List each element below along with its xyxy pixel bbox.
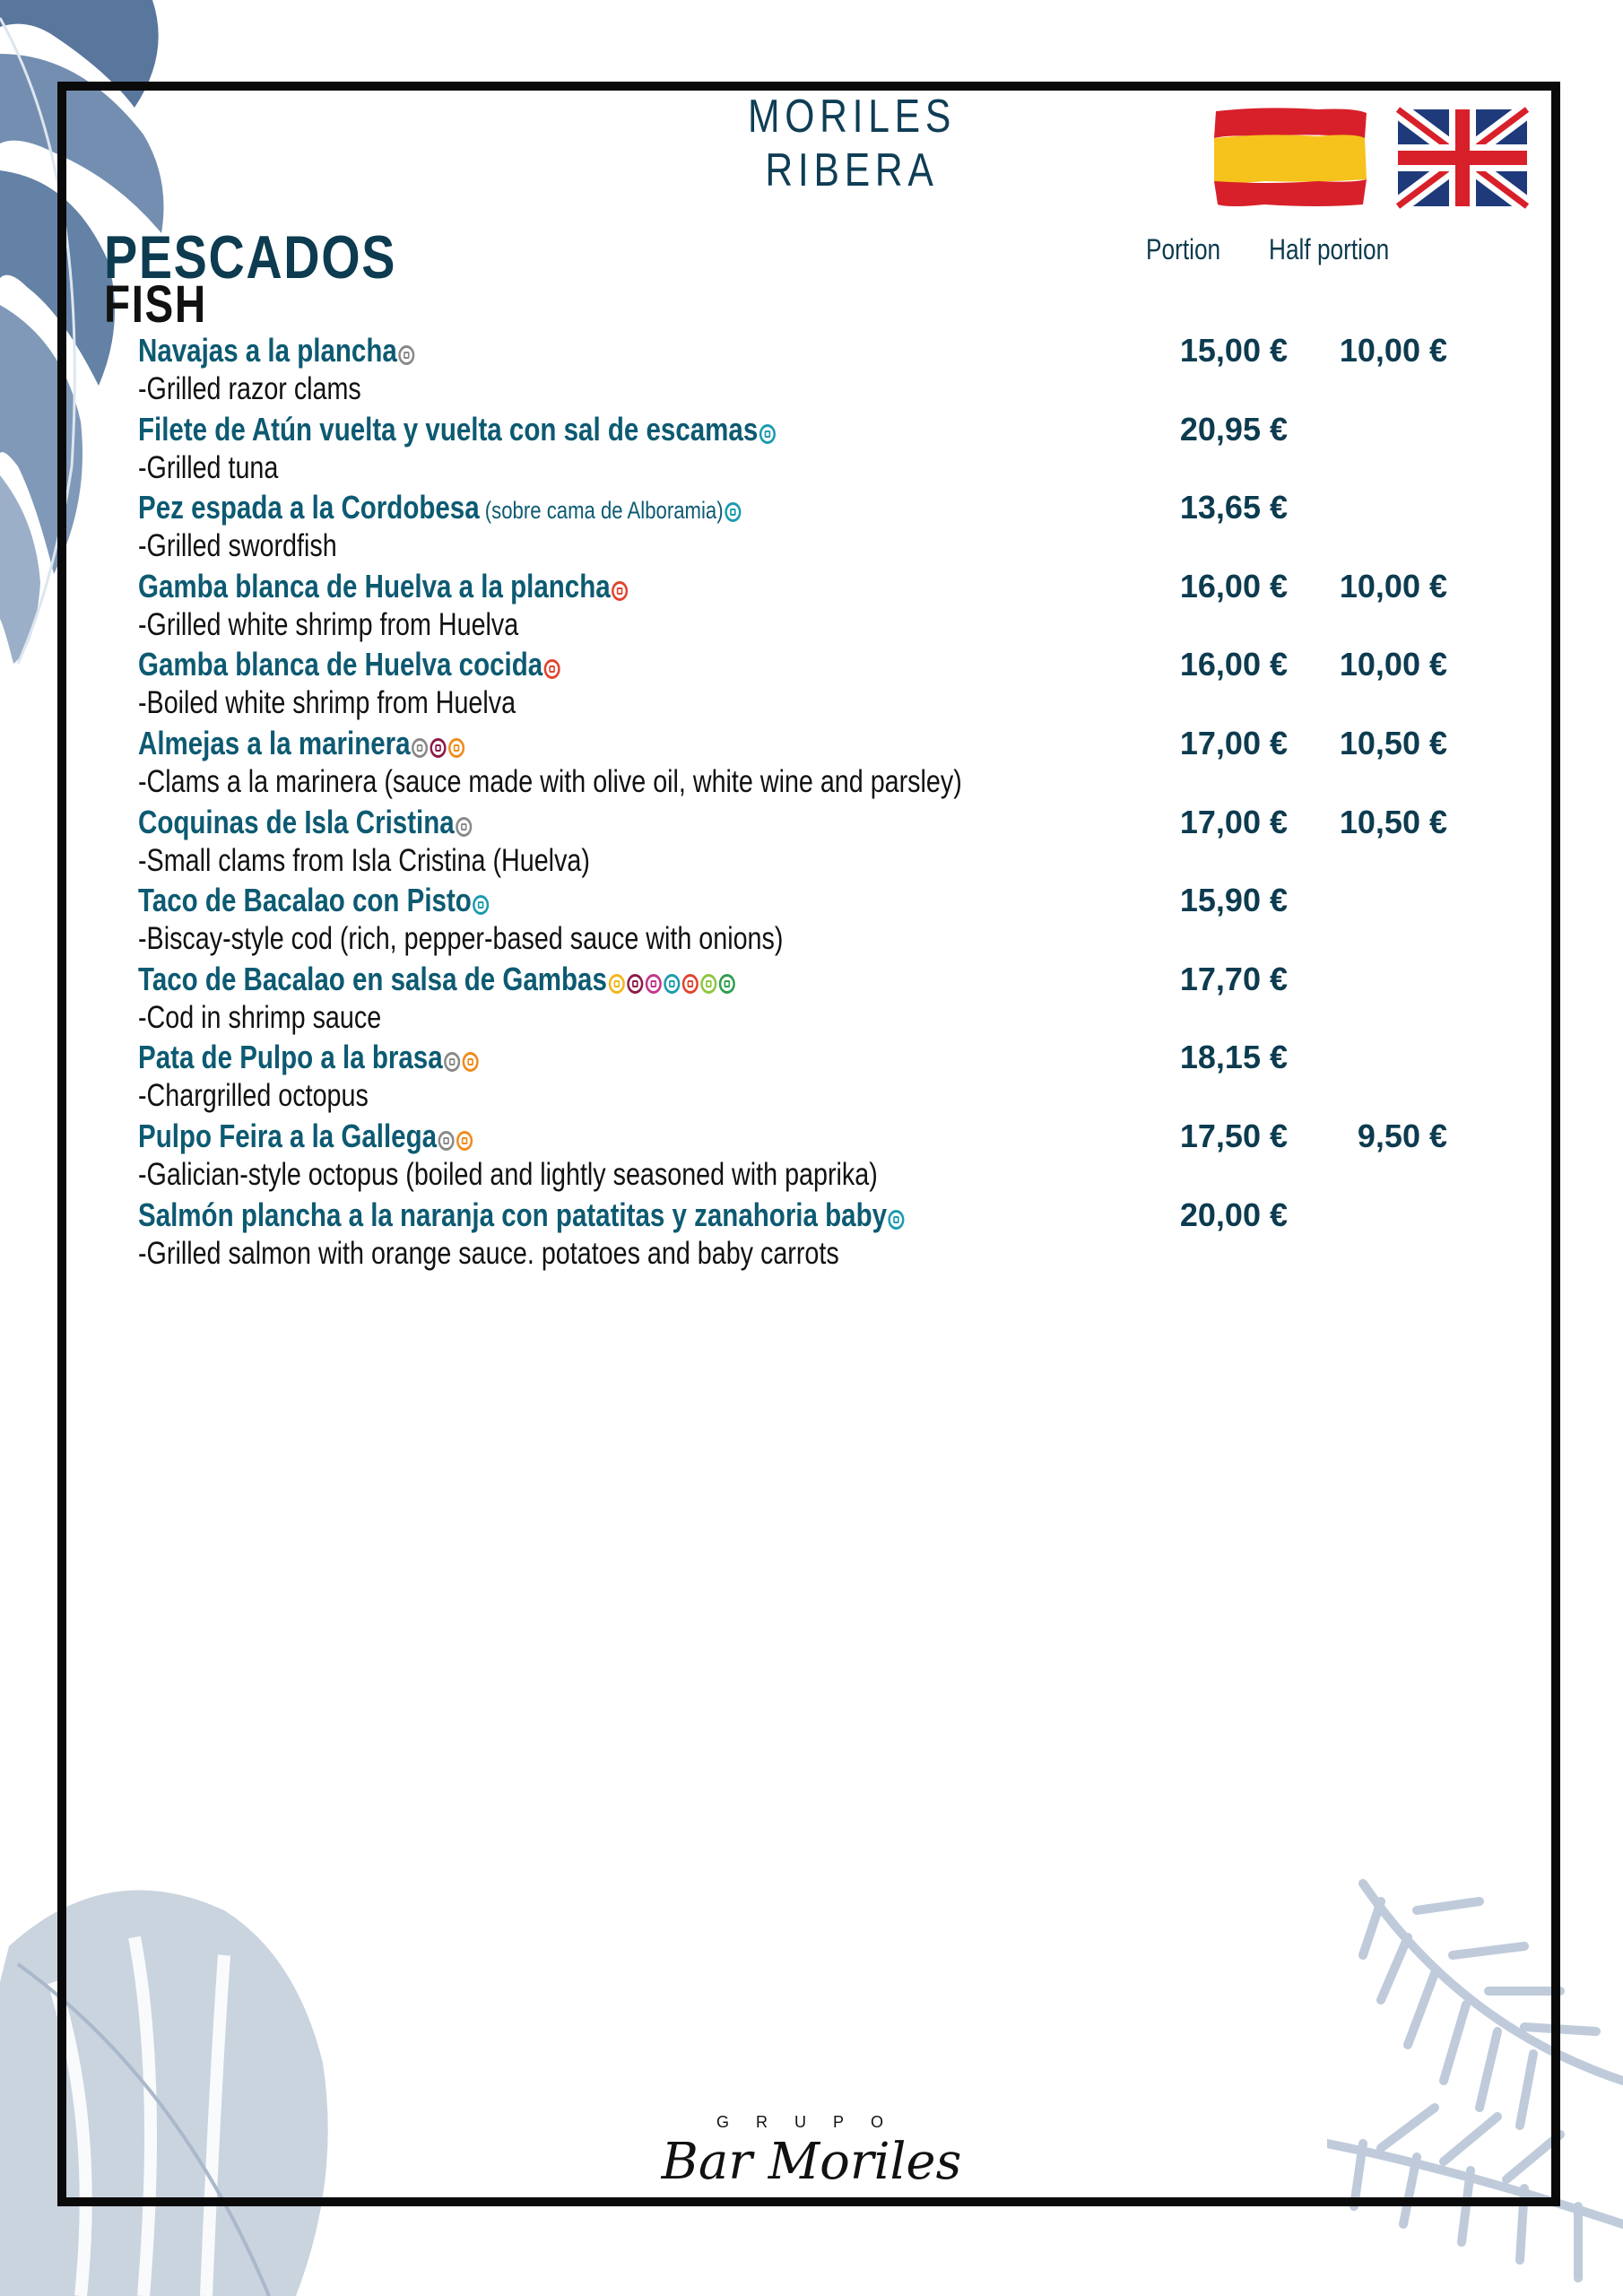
menu-item bbox=[138, 489, 1438, 568]
price-portion: 17,00 € bbox=[1179, 724, 1288, 761]
allergen-icons bbox=[889, 1198, 907, 1236]
dish-description: -Small clams from Isla Cristina (Huelva) bbox=[138, 842, 590, 878]
price-portion: 17,00 € bbox=[1179, 803, 1288, 840]
allergen-icons bbox=[456, 805, 474, 843]
dish-description: -Grilled salmon with orange sauce. potatoes and baby carrots bbox=[138, 1235, 839, 1271]
price-half-portion: 10,00 € bbox=[1339, 332, 1447, 369]
allergen-icon bbox=[889, 1210, 905, 1230]
dish-name: Pez espada a la Cordobesa (sobre cama de Alboramia) bbox=[138, 489, 743, 528]
dish-name: Gamba blanca de Huelva a la plancha bbox=[138, 568, 630, 607]
allergen-icon bbox=[627, 974, 643, 994]
price-portion: 17,70 € bbox=[1179, 960, 1288, 997]
menu-items-list bbox=[138, 332, 1447, 1274]
allergen-icon bbox=[700, 974, 716, 994]
dish-name: Pata de Pulpo a la brasa bbox=[138, 1039, 481, 1078]
dish-name: Pulpo Feira a la Gallega bbox=[138, 1118, 475, 1157]
price-portion: 17,50 € bbox=[1179, 1117, 1288, 1154]
dish-description: -Biscay-style cod (rich, pepper-based sauce with onions) bbox=[138, 921, 784, 957]
allergen-icon bbox=[473, 895, 489, 915]
dish-description: -Boiled white shrimp from Huelva bbox=[138, 685, 516, 721]
price-portion: 20,00 € bbox=[1179, 1196, 1288, 1233]
allergen-icons bbox=[725, 491, 743, 529]
allergen-icon bbox=[438, 1131, 455, 1151]
allergen-icon bbox=[544, 659, 560, 679]
allergen-icon bbox=[456, 1131, 473, 1151]
allergen-icon bbox=[412, 738, 428, 758]
price-half-portion: 10,50 € bbox=[1339, 803, 1447, 840]
allergen-icon bbox=[609, 974, 625, 994]
price-half-portion: 10,00 € bbox=[1339, 567, 1447, 604]
price-portion: 13,65 € bbox=[1179, 489, 1288, 526]
allergen-icon bbox=[463, 1052, 479, 1072]
dish-name: Salmón plancha a la naranja con patatitas y zanahoria baby bbox=[138, 1196, 907, 1236]
dish-note: (sobre cama de Alboramia) bbox=[479, 497, 724, 525]
dish-name: Almejas a la marinera bbox=[138, 725, 467, 764]
price-half-portion: 9,50 € bbox=[1357, 1117, 1447, 1154]
allergen-icon bbox=[448, 738, 464, 758]
logo-top-text: GRUPO bbox=[716, 2113, 910, 2131]
column-header-half-portion: Half portion bbox=[1269, 233, 1390, 265]
dish-name: Filete de Atún vuelta y vuelta con sal de escamas bbox=[138, 411, 777, 450]
dish-name: Coquinas de Isla Cristina bbox=[138, 804, 474, 843]
allergen-icon bbox=[719, 974, 735, 994]
uk-flag-icon[interactable] bbox=[1394, 106, 1531, 210]
dish-description: -Galician-style octopus (boiled and lightly seasoned with paprika) bbox=[138, 1156, 878, 1192]
price-half-portion: 10,50 € bbox=[1339, 724, 1447, 761]
allergen-icons bbox=[412, 726, 467, 764]
allergen-icon bbox=[682, 974, 699, 994]
allergen-icon bbox=[612, 581, 628, 601]
menu-item bbox=[138, 411, 1438, 490]
dish-description: -Chargrilled octopus bbox=[138, 1078, 369, 1114]
menu-item bbox=[138, 332, 1447, 411]
allergen-icon bbox=[759, 424, 776, 444]
restaurant-name: MORILES RIBERA bbox=[747, 91, 957, 196]
allergen-icon bbox=[646, 974, 662, 994]
menu-item bbox=[138, 646, 1447, 725]
menu-item bbox=[138, 1117, 1447, 1196]
allergen-icons bbox=[438, 1119, 475, 1157]
price-portion: 18,15 € bbox=[1179, 1039, 1288, 1076]
dish-description: -Clams a la marinera (sauce made with olive oil, white wine and parsley) bbox=[138, 763, 962, 799]
dish-name: Taco de Bacalao con Pisto bbox=[138, 882, 491, 921]
dish-description: -Grilled white shrimp from Huelva bbox=[138, 606, 519, 642]
section-title: PESCADOS bbox=[104, 223, 397, 291]
allergen-icon bbox=[444, 1052, 460, 1072]
allergen-icon bbox=[725, 502, 741, 522]
allergen-icon bbox=[664, 974, 680, 994]
menu-item bbox=[138, 961, 1438, 1039]
allergen-icons bbox=[612, 570, 630, 607]
menu-item bbox=[138, 1196, 1438, 1275]
allergen-icons bbox=[473, 884, 491, 922]
dish-name: Gamba blanca de Huelva cocida bbox=[138, 646, 562, 685]
menu-item bbox=[138, 1039, 1438, 1118]
allergen-icon bbox=[398, 345, 414, 365]
dish-description: -Grilled razor clams bbox=[138, 371, 361, 406]
allergen-icons bbox=[398, 334, 417, 371]
allergen-icons bbox=[444, 1041, 481, 1079]
allergen-icons bbox=[759, 413, 777, 450]
dish-name: Navajas a la plancha bbox=[138, 332, 417, 371]
menu-item bbox=[138, 803, 1447, 883]
allergen-icon bbox=[430, 738, 447, 758]
allergen-icons bbox=[609, 962, 738, 1000]
price-portion: 16,00 € bbox=[1179, 567, 1288, 604]
dish-name: Taco de Bacalao en salsa de Gambas bbox=[138, 961, 737, 1000]
menu-item bbox=[138, 724, 1447, 804]
section-subtitle: FISH bbox=[104, 275, 207, 334]
price-portion: 15,00 € bbox=[1179, 332, 1288, 369]
grupo-bar-moriles-logo bbox=[655, 2113, 968, 2203]
menu-item bbox=[138, 567, 1447, 647]
column-header-portion: Portion bbox=[1146, 233, 1221, 265]
menu-item bbox=[138, 882, 1438, 961]
dish-description: -Cod in shrimp sauce bbox=[138, 999, 382, 1035]
price-portion: 15,90 € bbox=[1179, 882, 1288, 919]
allergen-icons bbox=[544, 648, 563, 686]
spanish-flag-icon[interactable] bbox=[1211, 106, 1370, 210]
dish-description: -Grilled tuna bbox=[138, 449, 279, 485]
logo-script-text: Bar Moriles bbox=[661, 2133, 962, 2191]
allergen-icon bbox=[456, 817, 472, 837]
price-portion: 20,95 € bbox=[1179, 410, 1288, 448]
price-portion: 16,00 € bbox=[1179, 646, 1288, 683]
dish-description: -Grilled swordfish bbox=[138, 528, 337, 564]
price-half-portion: 10,00 € bbox=[1339, 646, 1447, 683]
